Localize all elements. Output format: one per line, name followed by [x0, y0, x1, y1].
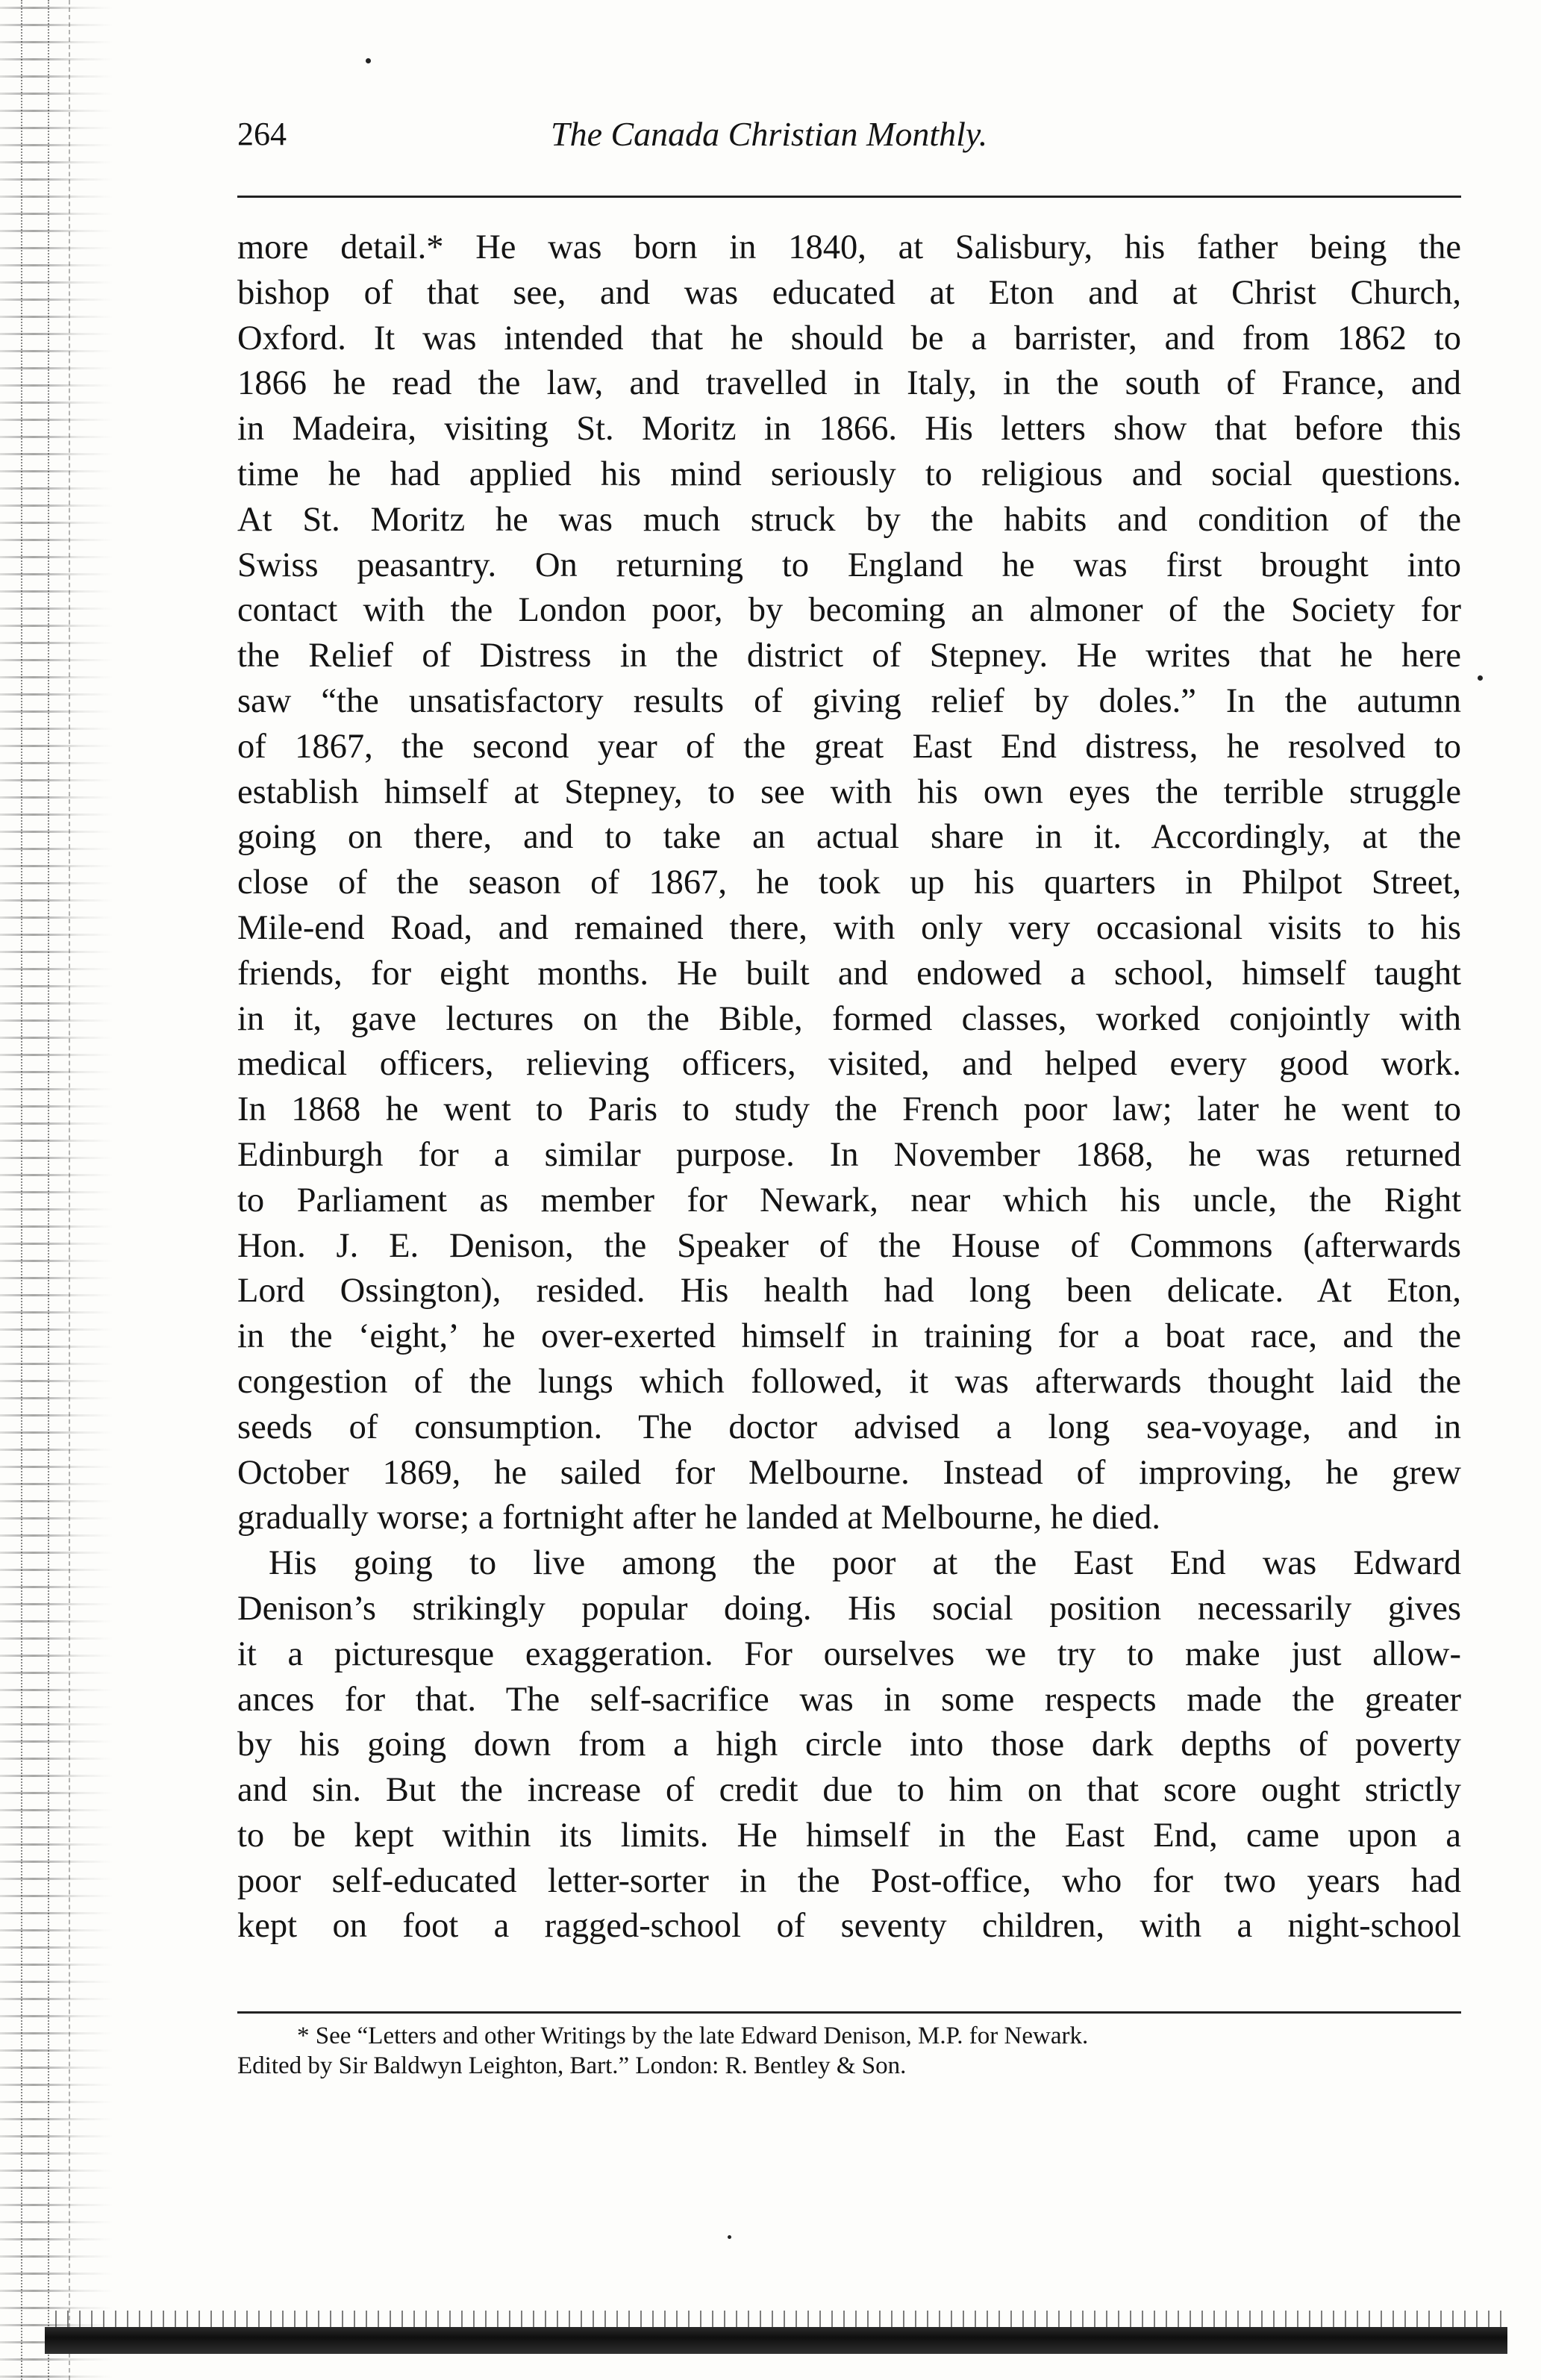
text-line: Mile-end Road, and remained there, with only very occasional visits to his	[237, 908, 1461, 947]
text-line: Oxford. It was intended that he should be a barrister, and from 1862 to	[237, 319, 1461, 357]
text-line: and sin. But the increase of credit due to him on that score ought strictly	[237, 1771, 1461, 1810]
text-line: by his going down from a high circle into those dark depths of poverty	[237, 1725, 1461, 1764]
text-line: establish himself at Stepney, to see with his own eyes the terrible struggle	[237, 772, 1461, 811]
text-line: to Parliament as member for Newark, near which his uncle, the Right	[237, 1181, 1461, 1219]
text-line: saw “the unsatisfactory results of giving relief by doles.” In the autumn	[237, 681, 1461, 720]
text-line: Swiss peasantry. On returning to England he was first brought into	[237, 546, 1461, 584]
text-line: October 1869, he sailed for Melbourne. Instead of improving, he grew	[237, 1453, 1461, 1492]
scan-bottom-edge	[45, 2327, 1507, 2354]
text-line: Hon. J. E. Denison, the Speaker of the House of Commons (afterwards	[237, 1226, 1461, 1265]
text-line: time he had applied his mind seriously to religious and social questions.	[237, 455, 1461, 493]
body-text	[237, 225, 1461, 1949]
header-rule	[237, 196, 1461, 198]
text-line: of 1867, the second year of the great East End distress, he resolved to	[237, 727, 1461, 766]
text-line: going on there, and to take an actual share in it. Accordingly, at the	[237, 818, 1461, 857]
footnote-rule	[237, 2011, 1461, 2014]
text-line: Edinburgh for a similar purpose. In November 1868, he was returned	[237, 1135, 1461, 1174]
footnote	[237, 2021, 1461, 2081]
text-line: congestion of the lungs which followed, it was afterwards thought laid the	[237, 1362, 1461, 1401]
text-line: Lord Ossington), resided. His health had long been delicate. At Eton,	[237, 1272, 1461, 1311]
text-line: At St. Moritz he was much struck by the habits and condition of the	[237, 500, 1461, 539]
text-line: in it, gave lectures on the Bible, formed classes, worked conjointly with	[237, 999, 1461, 1038]
text-line: gradually worse; a fortnight after he landed at Melbourne, he died.	[237, 1499, 1160, 1537]
text-line: bishop of that see, and was educated at Eton and at Christ Church,	[237, 273, 1461, 312]
text-line: it a picturesque exaggeration. For ourselves we try to make just allow-	[237, 1634, 1461, 1673]
footnote-line: Edited by Sir Baldwyn Leighton, Bart.” London: R. Bentley & Son.	[237, 2052, 907, 2079]
print-speck	[366, 58, 371, 63]
running-title: The Canada Christian Monthly.	[551, 115, 988, 153]
text-line: In 1868 he went to Paris to study the French poor law; later he went to	[237, 1090, 1461, 1129]
paragraph-first-line: His going to live among the poor at the East End was Edward	[269, 1544, 1461, 1583]
text-line: seeds of consumption. The doctor advised a long sea-voyage, and in	[237, 1408, 1461, 1446]
running-header	[237, 112, 1461, 164]
text-line: in Madeira, visiting St. Moritz in 1866. His letters show that before this	[237, 410, 1461, 449]
print-speck	[728, 2235, 731, 2239]
binding-shadow-line	[69, 0, 70, 2380]
page-binding-edge	[0, 0, 112, 2380]
text-line: 1866 he read the law, and travelled in Italy, in the south of France, and	[237, 364, 1461, 403]
text-line: ances for that. The self-sacrifice was in some respects made the greater	[237, 1680, 1461, 1719]
text-line: more detail.* He was born in 1840, at Salisbury, his father being the	[237, 228, 1461, 266]
binding-shadow-line	[48, 0, 49, 2380]
text-line: medical officers, relieving officers, visited, and helped every good work.	[237, 1045, 1461, 1084]
text-line: friends, for eight months. He built and endowed a school, himself taught	[237, 954, 1461, 993]
page-number: 264	[237, 116, 287, 152]
text-line: Denison’s strikingly popular doing. His social position necessarily gives	[237, 1589, 1461, 1628]
text-line: to be kept within its limits. He himself in the East End, came upon a	[237, 1816, 1461, 1855]
footnote-line: * See “Letters and other Writings by the late Edward Denison, M.P. for Newark.	[297, 2023, 1089, 2049]
text-line: the Relief of Distress in the district of Stepney. He writes that he here	[237, 637, 1461, 675]
print-speck	[1478, 675, 1483, 681]
text-line: in the ‘eight,’ he over-exerted himself in training for a boat race, and the	[237, 1317, 1461, 1356]
text-line: kept on foot a ragged-school of seventy children, with a night-school	[237, 1907, 1461, 1946]
text-line: contact with the London poor, by becoming an almoner of the Society for	[237, 591, 1461, 630]
text-line: poor self-educated letter-sorter in the Post-office, who for two years had	[237, 1861, 1461, 1900]
text-line: close of the season of 1867, he took up his quarters in Philpot Street,	[237, 863, 1461, 902]
binding-shadow-line	[21, 0, 22, 2380]
